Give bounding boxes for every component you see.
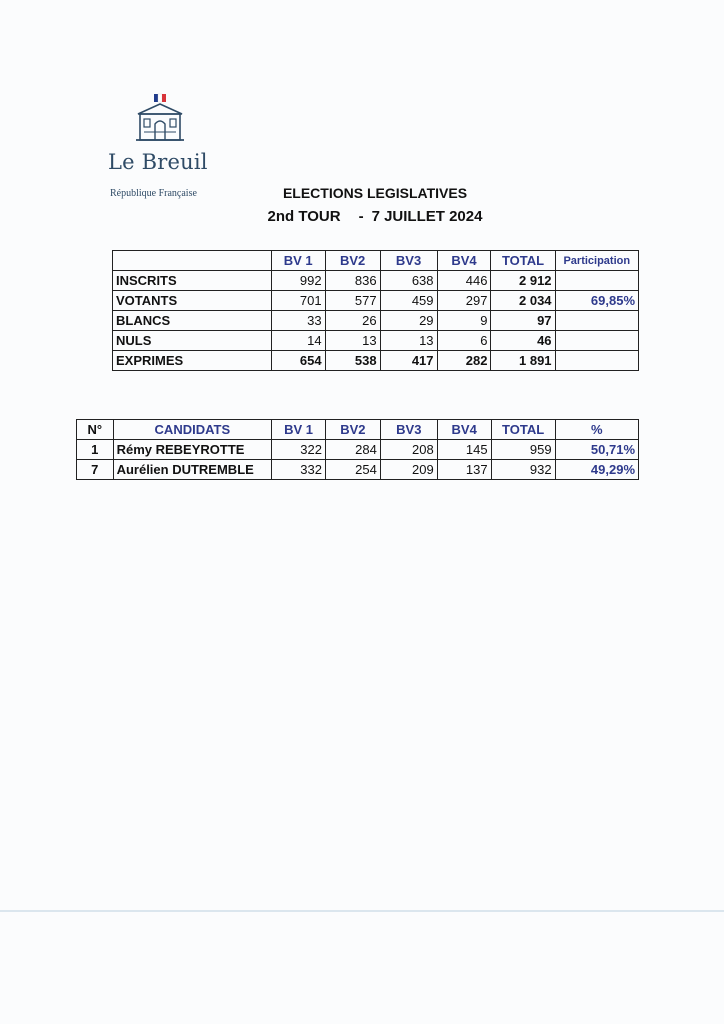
logo-name: Le Breuil (108, 150, 208, 174)
document-title: ELECTIONS LEGISLATIVES (282, 185, 468, 201)
table-row (113, 271, 639, 291)
header-bv4: BV4 (437, 420, 491, 440)
participation-table (112, 250, 639, 371)
candidate-number: 1 (77, 440, 114, 460)
document-subtitle (200, 208, 550, 225)
cell-total: 2 034 (491, 291, 555, 311)
logo-subtitle: République Française (110, 188, 197, 199)
cell-participation: 69,85% (555, 291, 638, 311)
cell-bv1: 33 (271, 311, 325, 331)
cell-bv4: 282 (437, 351, 491, 371)
cell-bv1: 322 (272, 440, 326, 460)
separator: - (358, 208, 364, 225)
table-row (113, 311, 639, 331)
cell-bv4: 446 (437, 271, 491, 291)
cell-bv4: 145 (437, 440, 491, 460)
cell-bv1: 14 (271, 331, 325, 351)
cell-bv1: 332 (272, 460, 326, 480)
header-percent: % (555, 420, 638, 440)
cell-bv2: 538 (325, 351, 380, 371)
table-row (113, 291, 639, 311)
cell-percent: 49,29% (555, 460, 638, 480)
header-bv3: BV3 (380, 251, 437, 271)
header-bv4: BV4 (437, 251, 491, 271)
header-bv2: BV2 (325, 420, 380, 440)
header-candidates: CANDIDATS (113, 420, 272, 440)
cell-bv4: 137 (437, 460, 491, 480)
row-label: BLANCS (113, 311, 272, 331)
header-bv1: BV 1 (272, 420, 326, 440)
candidate-name: Rémy REBEYROTTE (113, 440, 272, 460)
cell-bv1: 654 (271, 351, 325, 371)
header-total: TOTAL (491, 420, 555, 440)
cell-bv3: 29 (380, 311, 437, 331)
cell-participation (555, 271, 638, 291)
cell-participation (555, 331, 638, 351)
cell-bv2: 13 (325, 331, 380, 351)
row-label: VOTANTS (113, 291, 272, 311)
page-edge-line (0, 910, 724, 912)
table-row (113, 351, 639, 371)
header-total: TOTAL (491, 251, 555, 271)
cell-bv4: 6 (437, 331, 491, 351)
cell-percent: 50,71% (555, 440, 638, 460)
cell-participation (555, 311, 638, 331)
candidates-table (76, 419, 639, 480)
candidates-header-row (77, 420, 639, 440)
header-empty (113, 251, 272, 271)
table-row (77, 460, 639, 480)
cell-bv4: 9 (437, 311, 491, 331)
candidate-number: 7 (77, 460, 114, 480)
cell-total: 2 912 (491, 271, 555, 291)
cell-bv1: 701 (271, 291, 325, 311)
cell-total: 932 (491, 460, 555, 480)
cell-bv4: 297 (437, 291, 491, 311)
row-label: INSCRITS (113, 271, 272, 291)
header-bv1: BV 1 (271, 251, 325, 271)
cell-bv2: 577 (325, 291, 380, 311)
town-hall-icon (132, 92, 188, 148)
row-label: NULS (113, 331, 272, 351)
row-label: EXPRIMES (113, 351, 272, 371)
header-number: N° (77, 420, 114, 440)
round-label: 2nd TOUR (267, 208, 341, 225)
date-label: 7 JUILLET 2024 (371, 208, 483, 225)
town-logo (108, 92, 218, 199)
cell-bv2: 26 (325, 311, 380, 331)
cell-bv3: 417 (380, 351, 437, 371)
header-participation: Participation (555, 251, 638, 271)
cell-bv2: 284 (325, 440, 380, 460)
header-bv3: BV3 (380, 420, 437, 440)
cell-total: 46 (491, 331, 555, 351)
participation-header-row (113, 251, 639, 271)
candidate-name: Aurélien DUTREMBLE (113, 460, 272, 480)
cell-bv3: 459 (380, 291, 437, 311)
cell-bv2: 836 (325, 271, 380, 291)
table-row (113, 331, 639, 351)
cell-bv3: 638 (380, 271, 437, 291)
cell-total: 1 891 (491, 351, 555, 371)
cell-bv2: 254 (325, 460, 380, 480)
cell-bv3: 208 (380, 440, 437, 460)
cell-bv3: 13 (380, 331, 437, 351)
cell-total: 97 (491, 311, 555, 331)
cell-bv3: 209 (380, 460, 437, 480)
cell-total: 959 (491, 440, 555, 460)
table-row (77, 440, 639, 460)
cell-participation (555, 351, 638, 371)
cell-bv1: 992 (271, 271, 325, 291)
header-bv2: BV2 (325, 251, 380, 271)
